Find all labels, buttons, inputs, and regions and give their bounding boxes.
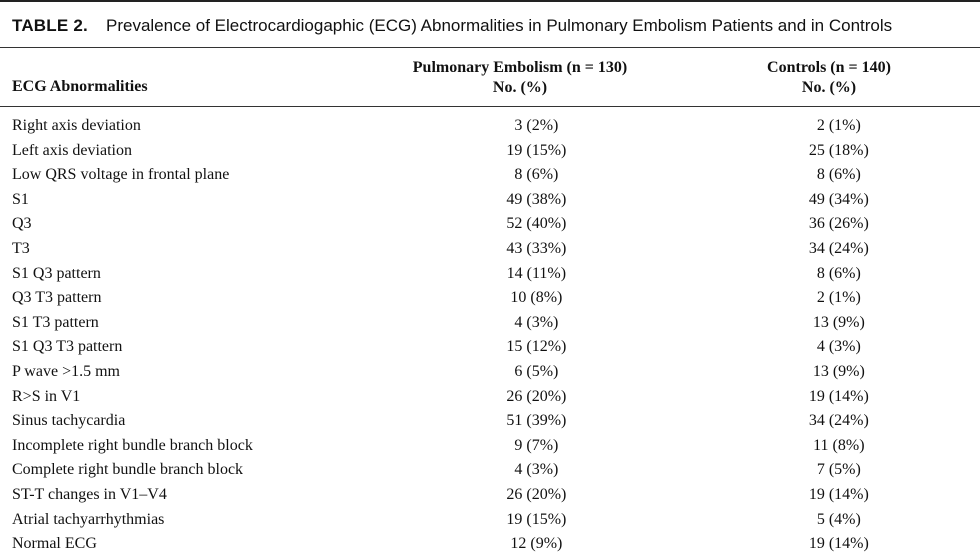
table-row <box>0 311 980 336</box>
row-pe-value: 6 (5%) <box>514 362 559 380</box>
table-row <box>0 508 980 533</box>
table-row <box>0 409 980 434</box>
row-controls-value: 11 (8%) <box>813 436 865 454</box>
row-controls-value: 19 (14%) <box>808 535 869 553</box>
row-controls-value: 49 (34%) <box>808 190 869 208</box>
row-pe-value: 12 (9%) <box>510 535 563 553</box>
row-controls-value: 8 (6%) <box>816 264 861 282</box>
row-controls-value: 4 (3%) <box>816 338 861 356</box>
column-header-controls <box>689 58 969 98</box>
row-controls-value: 34 (24%) <box>808 239 869 257</box>
table-row <box>0 458 980 483</box>
row-label: Complete right bundle branch block <box>12 461 244 479</box>
row-label: S1 <box>12 190 29 208</box>
column-header-abnormalities-label: ECG Abnormalities <box>12 78 148 95</box>
column-header-pe-title: Pulmonary Embolism (n = 130) <box>412 59 628 76</box>
row-pe-value: 19 (15%) <box>506 141 567 159</box>
row-controls-value: 2 (1%) <box>816 117 861 134</box>
row-label: Low QRS voltage in frontal plane <box>12 166 230 184</box>
row-controls-value: 7 (5%) <box>816 461 861 479</box>
row-label: Q3 T3 pattern <box>12 289 102 307</box>
row-controls-value: 5 (4%) <box>816 510 861 528</box>
row-label: ST-T changes in V1–V4 <box>12 485 167 503</box>
row-controls-value: 19 (14%) <box>808 387 869 405</box>
column-header-controls-unit: No. (%) <box>801 79 857 96</box>
table-row <box>0 262 980 287</box>
caption-divider <box>0 47 980 48</box>
column-header-pe-unit: No. (%) <box>492 79 548 96</box>
row-label: Right axis deviation <box>12 117 141 134</box>
table-row <box>0 434 980 459</box>
row-pe-value: 4 (3%) <box>514 313 559 331</box>
row-controls-value: 19 (14%) <box>808 485 869 503</box>
table-row <box>0 237 980 262</box>
table-row <box>0 212 980 237</box>
row-label: R>S in V1 <box>12 387 81 405</box>
row-label: T3 <box>12 239 30 257</box>
row-controls-value: 13 (9%) <box>812 362 865 380</box>
row-controls-value: 25 (18%) <box>808 141 869 159</box>
row-label: Normal ECG <box>12 535 97 553</box>
row-label: Sinus tachycardia <box>12 412 126 430</box>
row-pe-value: 26 (20%) <box>506 387 567 405</box>
row-controls-value: 13 (9%) <box>812 313 865 331</box>
row-label: Q3 <box>12 215 32 233</box>
row-pe-value: 9 (7%) <box>514 436 559 454</box>
row-label: S1 Q3 T3 pattern <box>12 338 123 356</box>
row-pe-value: 19 (15%) <box>506 510 567 528</box>
column-header-controls-title: Controls (n = 140) <box>767 59 891 76</box>
row-label: Incomplete right bundle branch block <box>12 436 253 454</box>
header-divider <box>0 106 980 107</box>
row-pe-value: 26 (20%) <box>506 485 567 503</box>
row-label: Atrial tachyarrhythmias <box>12 510 165 528</box>
row-label: P wave >1.5 mm <box>12 362 120 380</box>
row-pe-value: 51 (39%) <box>506 412 567 430</box>
row-pe-value: 3 (2%) <box>514 117 559 134</box>
row-pe-value: 4 (3%) <box>514 461 559 479</box>
table-row <box>0 483 980 508</box>
column-header-abnormalities <box>12 77 148 97</box>
table-row <box>0 163 980 188</box>
row-pe-value: 10 (8%) <box>510 289 563 307</box>
row-controls-value: 2 (1%) <box>816 289 861 307</box>
row-pe-value: 43 (33%) <box>506 239 567 257</box>
column-header-pulmonary-embolism <box>360 58 680 98</box>
row-controls-value: 8 (6%) <box>816 166 861 184</box>
table-title-bar <box>0 0 980 54</box>
row-pe-value: 49 (38%) <box>506 190 567 208</box>
table-row <box>0 139 980 164</box>
row-label: S1 T3 pattern <box>12 313 99 331</box>
row-pe-value: 52 (40%) <box>506 215 567 233</box>
row-pe-value: 8 (6%) <box>514 166 559 184</box>
row-label: Left axis deviation <box>12 141 132 159</box>
table-label: TABLE 2. <box>12 16 88 35</box>
data-table <box>0 114 980 557</box>
table-row <box>0 385 980 410</box>
row-controls-value: 36 (26%) <box>808 215 869 233</box>
row-pe-value: 15 (12%) <box>506 338 567 356</box>
table-caption: Prevalence of Electrocardiogaphic (ECG) Abnormalities in Pulmonary Embolism Patients and in Controls <box>106 16 893 35</box>
table-row <box>0 188 980 213</box>
table-row <box>0 335 980 360</box>
table-row <box>0 114 980 139</box>
table-body <box>0 114 980 557</box>
table-row <box>0 286 980 311</box>
row-controls-value: 34 (24%) <box>808 412 869 430</box>
table-row <box>0 360 980 385</box>
row-label: S1 Q3 pattern <box>12 264 101 282</box>
row-pe-value: 14 (11%) <box>506 264 567 282</box>
